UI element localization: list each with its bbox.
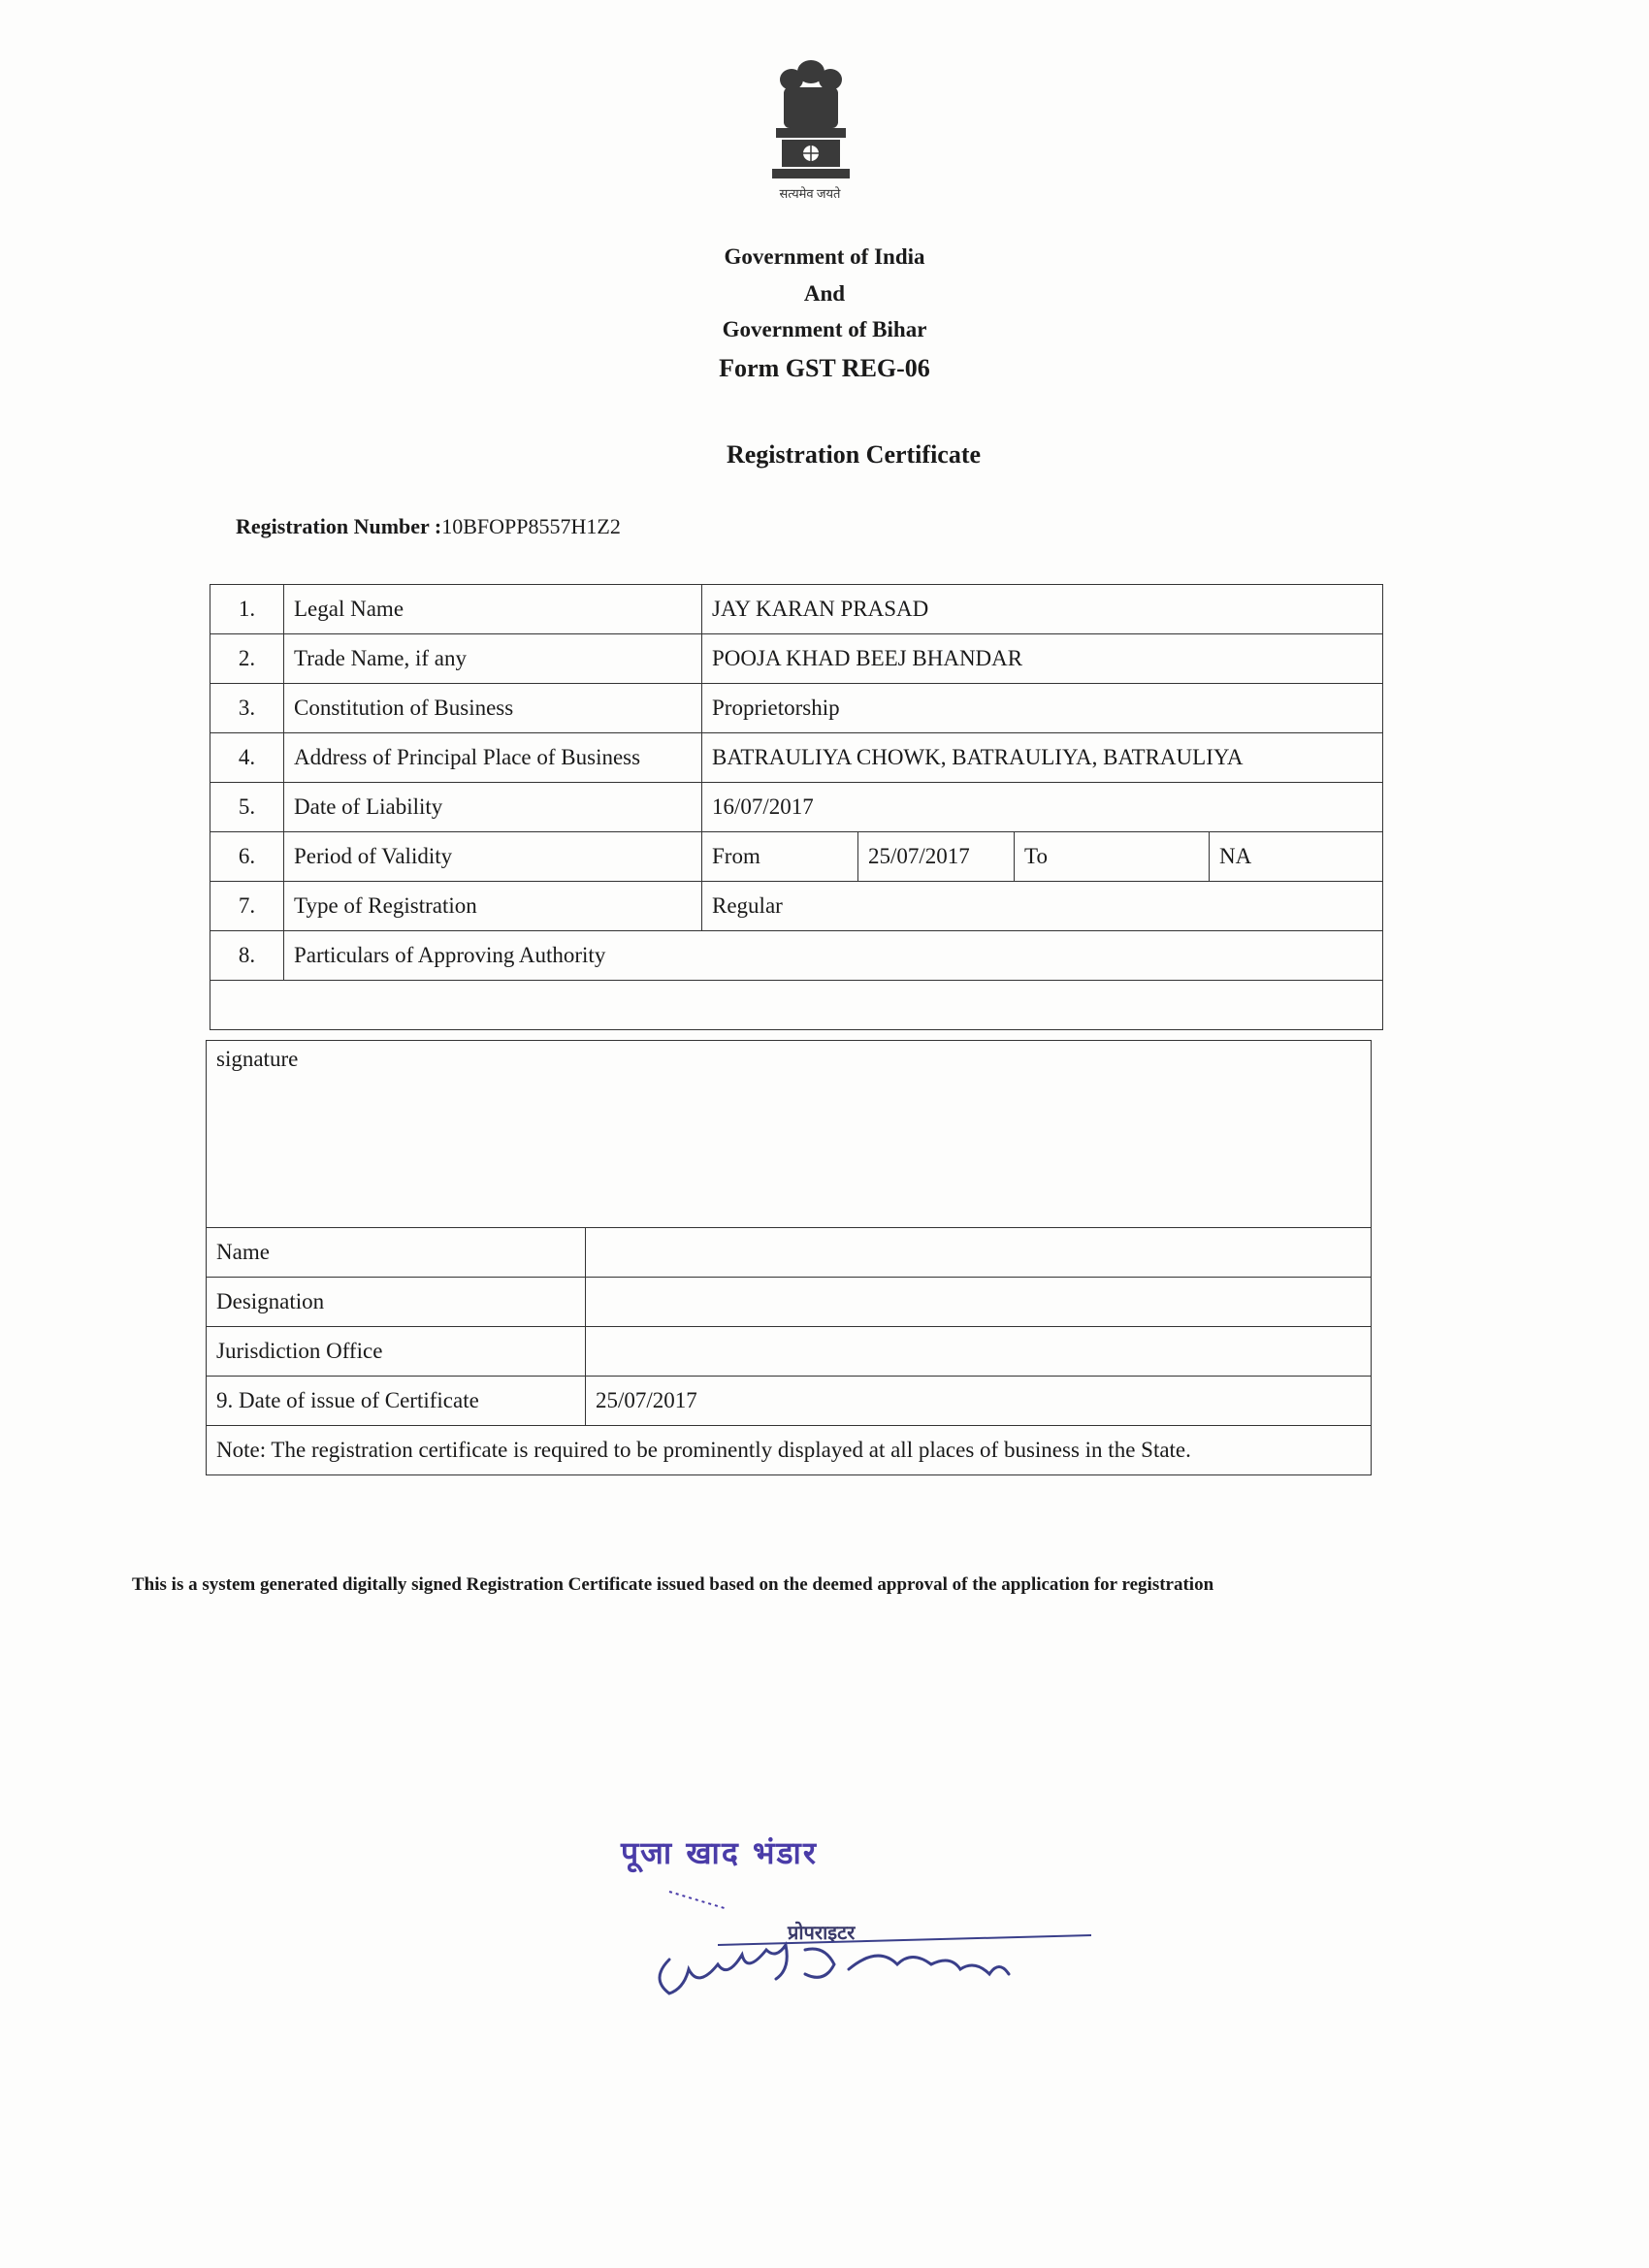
table-row: [210, 783, 1383, 832]
header-line-india: Government of India: [724, 244, 925, 269]
blank-row: [210, 981, 1383, 1030]
national-emblem-icon: [762, 50, 859, 196]
validity-from-label: From: [702, 832, 858, 882]
table-row: [210, 684, 1383, 733]
row-number: 7.: [210, 882, 284, 931]
proprietor-signature: [611, 1824, 1116, 2018]
row-number: 6.: [210, 832, 284, 882]
registration-details-table: [210, 584, 1383, 1030]
table-row: [207, 1377, 1372, 1426]
row-number: 3.: [210, 684, 284, 733]
table-row: [210, 882, 1383, 931]
issue-date-value: 25/07/2017: [586, 1377, 1372, 1426]
registration-number-value: 10BFOPP8557H1Z2: [441, 514, 621, 538]
table-row: [210, 981, 1383, 1030]
authority-designation-value: [586, 1278, 1372, 1327]
validity-to-value: NA: [1210, 832, 1383, 882]
stamp-proprietor: प्रोपराइटर: [788, 1921, 856, 1944]
emblem-motto: सत्यमेव जयते: [779, 186, 841, 201]
certificate-title: Registration Certificate: [726, 440, 982, 469]
row-number: 8.: [210, 931, 284, 981]
trade-name-value: POOJA KHAD BEEJ BHANDAR: [702, 634, 1383, 684]
row-label: Legal Name: [284, 585, 702, 634]
authority-name-value: [586, 1228, 1372, 1278]
table-row: [210, 585, 1383, 634]
row-label: Trade Name, if any: [284, 634, 702, 684]
table-row: [210, 733, 1383, 783]
row-number: 1.: [210, 585, 284, 634]
registration-number-label: Registration Number :: [236, 514, 442, 538]
address-value: BATRAULIYA CHOWK, BATRAULIYA, BATRAULIYA: [702, 733, 1383, 783]
row-number: 4.: [210, 733, 284, 783]
header-line-bihar: Government of Bihar: [722, 317, 927, 341]
row-label: Address of Principal Place of Business: [284, 733, 702, 783]
form-title: Form GST REG-06: [719, 354, 930, 382]
constitution-value: Proprietorship: [702, 684, 1383, 733]
signature-label: signature: [207, 1041, 1372, 1228]
row-number: 2.: [210, 634, 284, 684]
liability-date-value: 16/07/2017: [702, 783, 1383, 832]
table-row: [207, 1041, 1372, 1228]
approving-authority-table: [206, 1040, 1372, 1475]
row-label: Period of Validity: [284, 832, 702, 882]
authority-designation-label: Designation: [207, 1278, 586, 1327]
stamp-business-name: पूजा खाद भंडार: [621, 1834, 818, 1871]
table-row: [207, 1278, 1372, 1327]
row-label: Constitution of Business: [284, 684, 702, 733]
issue-date-label: 9. Date of issue of Certificate: [207, 1377, 586, 1426]
validity-to-label: To: [1015, 832, 1210, 882]
system-generated-note: This is a system generated digitally signed Registration Certificate issued based on the deemed approval of the application for registration: [132, 1574, 1214, 1595]
registration-type-value: Regular: [702, 882, 1383, 931]
authority-name-label: Name: [207, 1228, 586, 1278]
header-line-and: And: [803, 281, 846, 306]
table-row: [207, 1426, 1372, 1475]
row-label: Date of Liability: [284, 783, 702, 832]
table-row: [210, 634, 1383, 684]
jurisdiction-office-value: [586, 1327, 1372, 1377]
table-row: [207, 1327, 1372, 1377]
legal-name-value: JAY KARAN PRASAD: [702, 585, 1383, 634]
table-row: [210, 832, 1383, 882]
table-row: [207, 1228, 1372, 1278]
jurisdiction-office-label: Jurisdiction Office: [207, 1327, 586, 1377]
registration-number: [236, 514, 621, 539]
row-label: Type of Registration: [284, 882, 702, 931]
row-number: 5.: [210, 783, 284, 832]
table-row: [210, 931, 1383, 981]
row-label: Particulars of Approving Authority: [284, 931, 1383, 981]
validity-from-value: 25/07/2017: [858, 832, 1015, 882]
display-note: Note: The registration certificate is required to be prominently displayed at all places of business in the State.: [207, 1426, 1372, 1475]
